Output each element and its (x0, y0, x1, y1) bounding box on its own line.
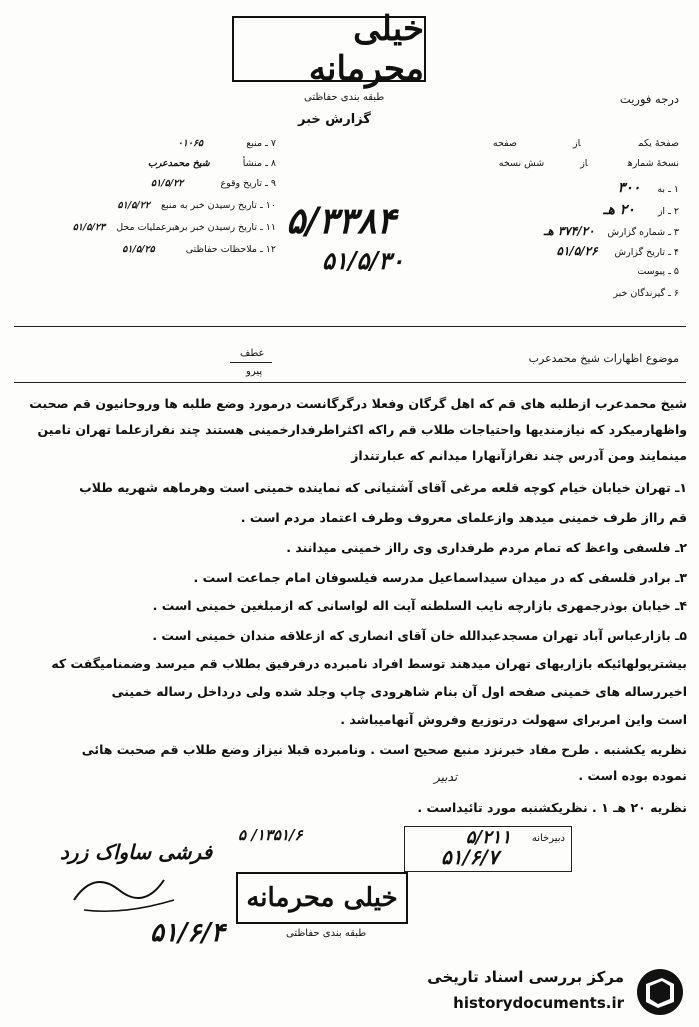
archive-logo-icon (632, 966, 688, 1018)
handwritten-number: ۵/۳۳۸۴ (286, 200, 396, 242)
body-line: بیشترپولهائیکه بازاریهای تهران میدهند توسط افراد نامبرده درفرفیق بطلاب قم میرسد وضمنامیگفت که (51, 656, 687, 671)
meta-row-recipients: ۶ ـ گیرندگان خبر (613, 288, 679, 299)
meta-row-page: صفحهٔ یکمازصفحه (492, 138, 679, 149)
divider-body (14, 382, 686, 383)
body-line: نظریه ۲۰ هـ ۱ . نظریکشنبه مورد تائیداست . (417, 800, 687, 815)
body-line: ۲ـ فلسفی واعظ که تمام مردم طرفداری وی رااز خمینی میدانند . (286, 540, 687, 555)
meta-row-security-notes: ۱۲ ـ ملاحظات حفاظتی ۵۱/۵/۲۵ (122, 244, 276, 255)
body-line: نظریه یکشنبه . طرح مفاد خبرنزد منبع صحیح است . ونامبرده قبلا نیزاز وضع طلاب قم صحبت هائی (81, 742, 687, 757)
signature-date: ۵۱/۶/۴ (150, 918, 225, 948)
divider-top (14, 326, 686, 327)
meta-row-report-number: ۳ ـ شماره گزارش ۳۷۴/۲۰ هـ (543, 224, 679, 238)
bottom-classification-label: طبقه بندی حفاظتی (286, 928, 367, 939)
meta-row-date-received-source: ۱۰ ـ تاریخ رسیدن خبر به منبع ۵۱/۵/۲۲ (117, 200, 276, 211)
body-line: ۱ـ تهران خیابان خیام کوچه قلعه مرغی آقای آشتیانی که نماینده خمینی است وهرماهه شهریه طلاب (79, 480, 687, 495)
meta-row-occurrence-date: ۹ ـ تاریخ وقوع ۵۱/۵/۲۲ (150, 178, 276, 189)
subject-line: موضوع اظهارات شیخ محمدعرب (528, 352, 679, 365)
bottom-classification-stamp: خیلی محرمانه (236, 872, 408, 924)
meta-row-to: ۱ ـ به ۳۰۰ (617, 180, 679, 196)
signature-text: فرشی ساواک زرد (60, 840, 213, 864)
registry-date: ۵۱/۶/۷ (441, 845, 499, 869)
signature-scribble (64, 860, 184, 920)
body-line: شیخ محمدعرب ازطلبه های قم که اهل گرگان وفعلا درگرگانست درمورد وضع طلبه ها وروحانیون قم صحبت (29, 396, 687, 411)
body-line: مینمایند ومن آدرس چند نفرازآنهارا میدانم که عبارتنداز (351, 448, 687, 463)
urgency-label: درجه فوریت (619, 92, 679, 106)
report-title: گزارش خبر (298, 112, 371, 127)
top-classification-stamp: خیلی محرمانه (232, 16, 426, 82)
approval-date: ۱۳۵۱/۶/ ۵ (238, 826, 303, 844)
meta-row-report-date: ۴ ـ تاریخ گزارش ۵۱/۵/۲۶ (556, 244, 679, 258)
body-line: ۴ـ خیابان بوذرجمهری بازارچه نایب السلطنه آیت اله لواسانی که ازمبلغین خمینی است . (152, 598, 687, 613)
signature-initial: تدبیر (434, 770, 458, 784)
body-line: نموده بوده است . (578, 768, 687, 783)
meta-row-date-received-ops: ۱۱ ـ تاریخ رسیدن خبر برهبرعملیات محل ۵۱/۵/۲۳ (72, 222, 276, 233)
classification-label: طبقه بندی حفاظتی (304, 92, 385, 103)
body-line: قم رااز طرف خمینی میدهد وازعلمای معروف وطرف اعتماد مردم است . (240, 510, 687, 525)
meta-row-origin: ۸ ـ منشأ شیخ محمدعرب (147, 158, 276, 169)
handwritten-date: ۵۱/۵/۳۰ (322, 246, 404, 275)
body-line: ۵ـ بازارعباس آباد تهران مسجدعبدالله خان آقای انصاری که ازعلاقه مندان خمینی است . (152, 628, 687, 643)
meta-row-copy: نسخهٔ شمارهازشش نسخه (498, 158, 679, 169)
body-line: است واین امربرای سهولت درتوزیع وفروش آنهامیباشد . (340, 712, 687, 727)
body-line: واظهارمیکرد که نیازمندیها واحتیاجات طلاب قم راکه اکثراطرفدارخمینی هستند چند نفرازعلما تهران تامین (37, 422, 687, 437)
footer-center-name: مرکز بررسی اسناد تاریخی (427, 968, 624, 986)
meta-row-source: ۷ ـ منبع ۰۱۰۶۵ (177, 138, 276, 149)
registry-number: ۵/۲۱۱ (465, 827, 511, 848)
reference-peyro: پیرو (246, 366, 263, 377)
footer-watermark (414, 966, 626, 1018)
meta-row-from: ۲ ـ از ۲۰ هـ (603, 202, 679, 218)
reference-atf: عطف (240, 348, 265, 359)
registry-stamp (404, 826, 572, 872)
body-line: اخیررساله های خمینی صفحه اول آن بنام شاهرودی چاپ وجلد شده ولی درداخل رساله خمینی (111, 684, 687, 699)
footer-url: historydocuments.ir (453, 994, 624, 1012)
reference-divider (230, 362, 272, 363)
registry-label: دبیرخانه (531, 833, 565, 844)
meta-row-attachment: ۵ ـ پیوست (637, 266, 679, 277)
body-line: ۳ـ برادر فلسفی که در میدان سیداسماعیل مدرسه فیلسوفان امام جماعت است . (193, 570, 687, 585)
